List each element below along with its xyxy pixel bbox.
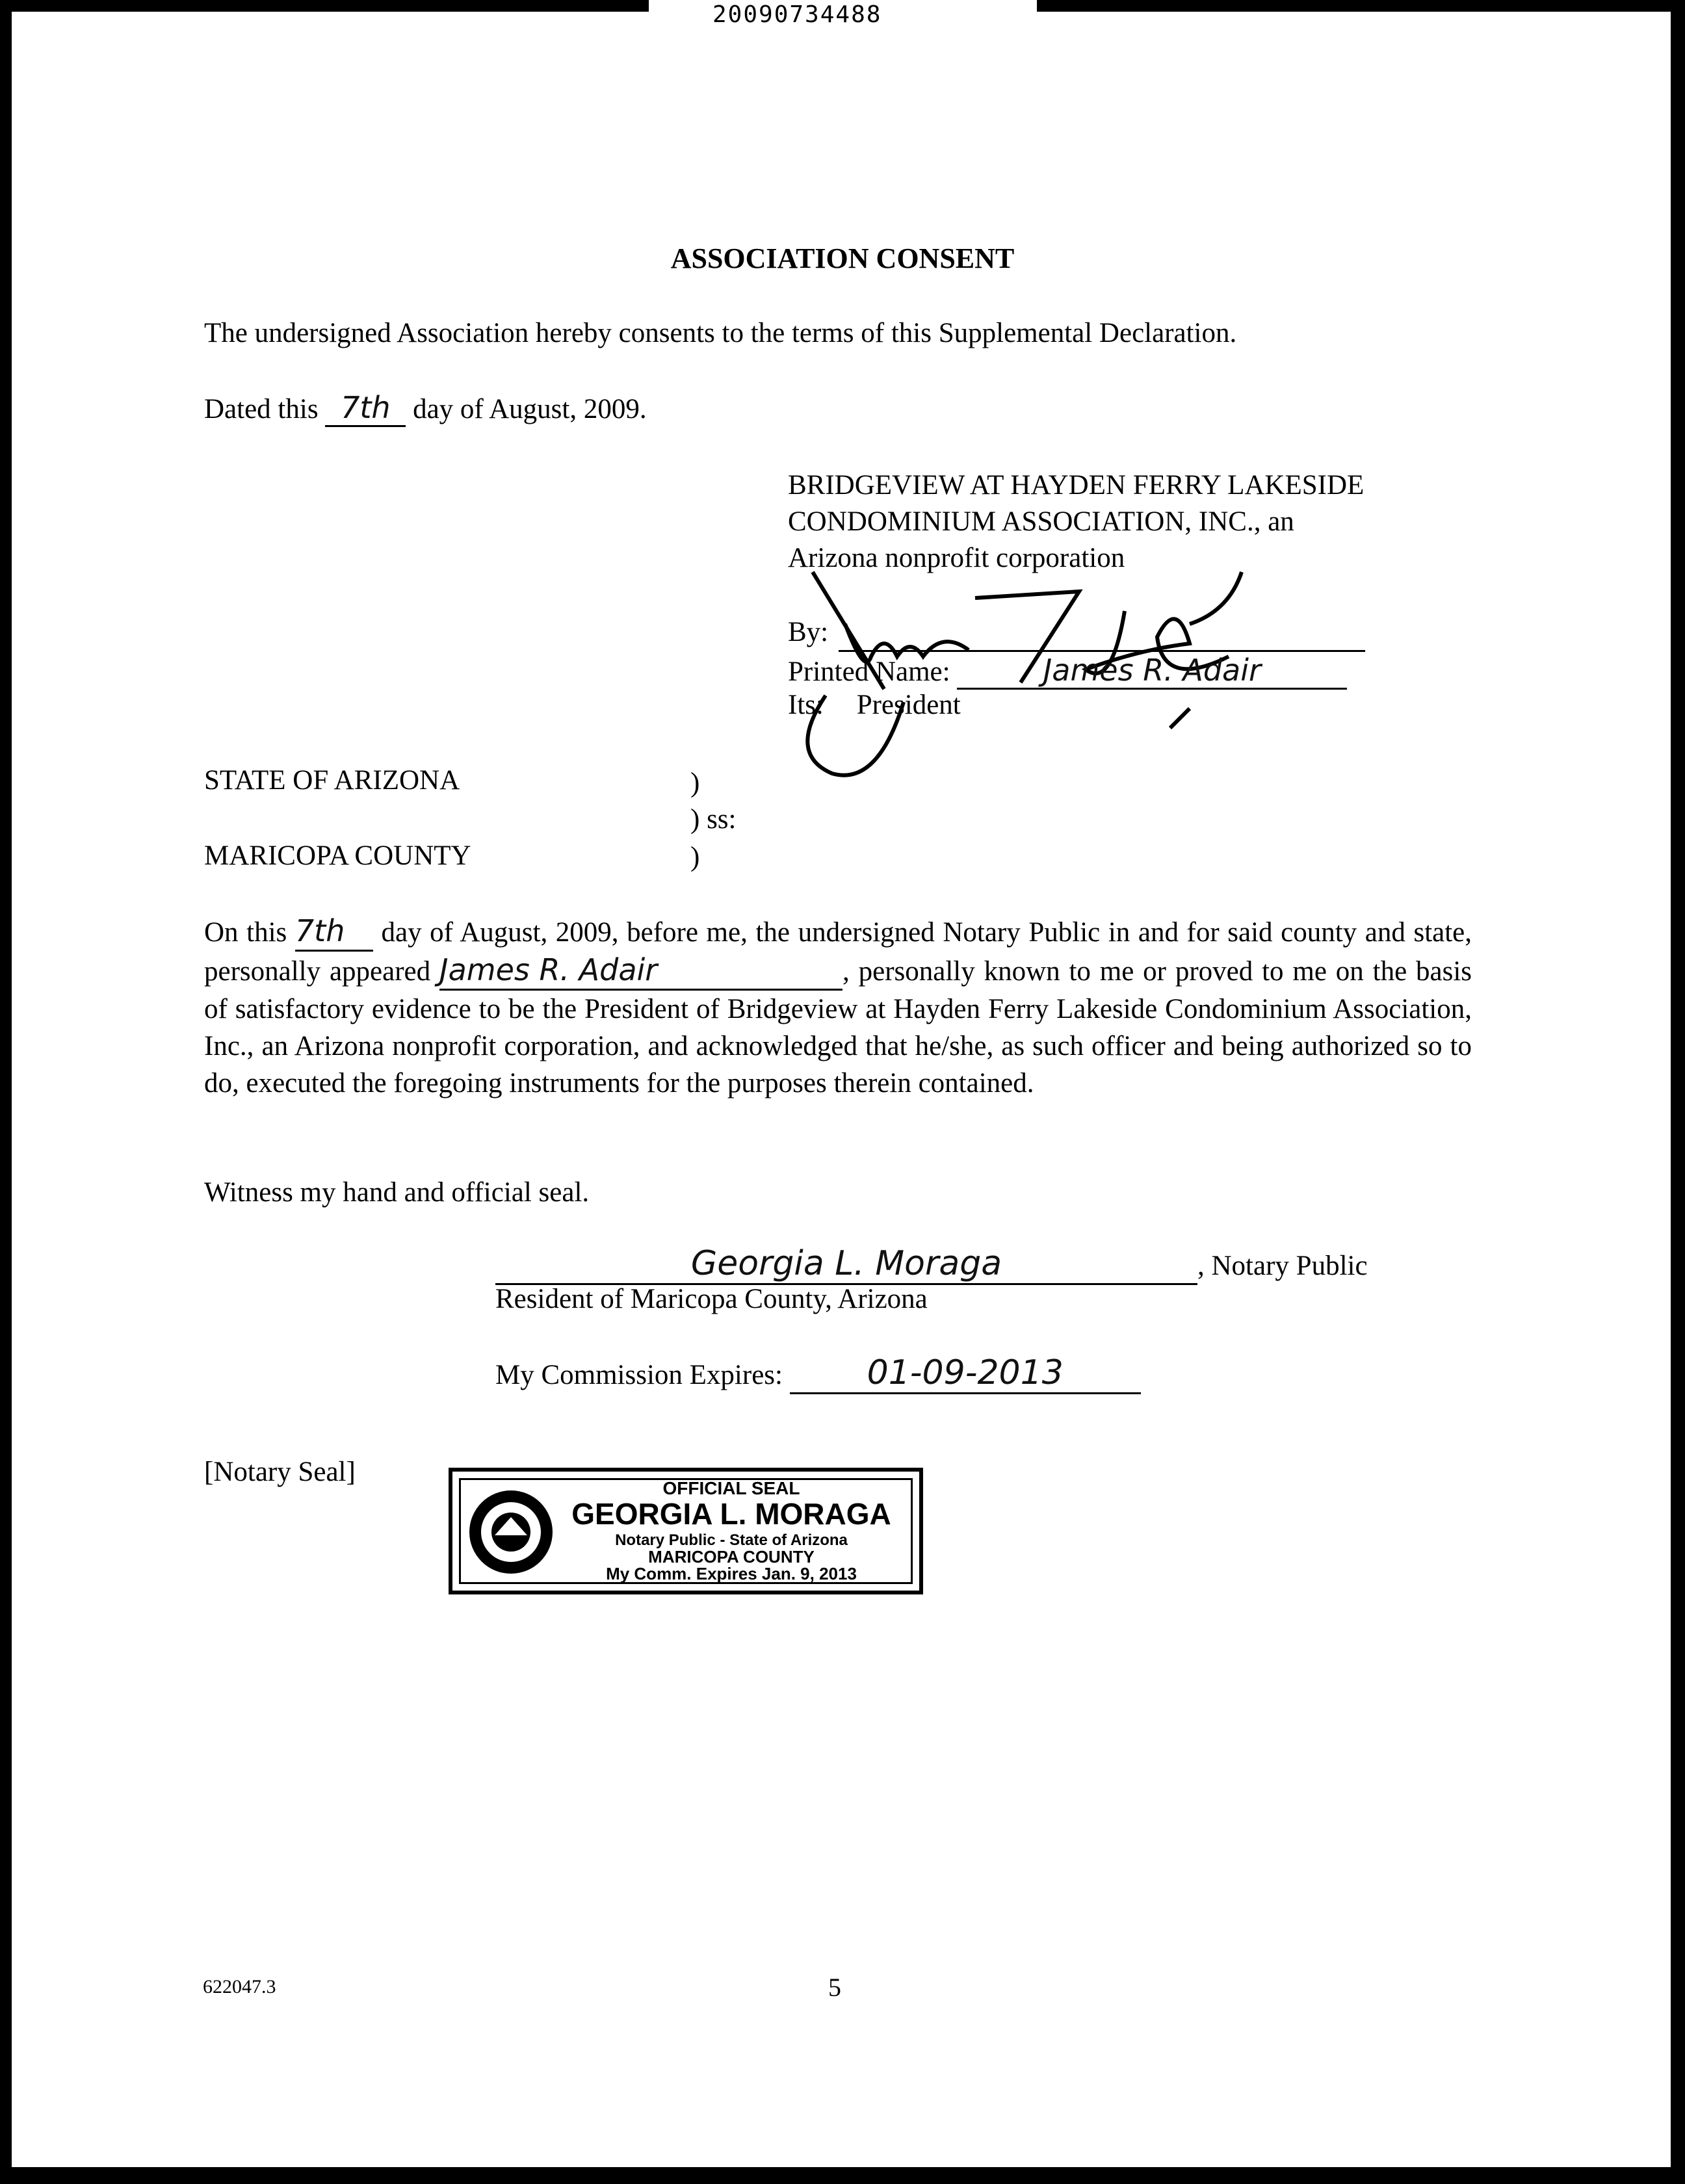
notary-signature: Georgia L. Moraga [495,1244,1197,1285]
seal-line-county: MARICOPA COUNTY [648,1547,815,1566]
notary-signature-row [495,1244,1368,1285]
commission-expiration: 01-09-2013 [790,1353,1141,1394]
seal-line-state: Notary Public - State of Arizona [615,1531,848,1549]
ack-day-handwritten: 7th [295,913,373,952]
arizona-state-seal-icon [465,1483,556,1581]
printed-name-row [788,653,1347,690]
dated-suffix: day of August, 2009. [413,394,647,424]
venue-paren-bottom: ) [690,842,700,872]
its-label: Its: [788,690,824,720]
dated-prefix: Dated this [204,394,319,424]
ack-part2: day of August, 2009, before me, the undersigned Notary Public in and for said county and state, personally appeared [204,917,1472,987]
footer-doc-ref: 622047.3 [203,1976,276,1997]
seal-line-official: OFFICIAL SEAL [662,1478,800,1498]
venue-paren-top: ) [690,768,700,798]
printed-name-value: James R. Adair [957,653,1347,690]
seal-line-name: GEORGIA L. MORAGA [571,1497,891,1531]
scan-border-bottom [0,2167,1685,2184]
document-title: ASSOCIATION CONSENT [670,242,1015,274]
association-name-line1: BRIDGEVIEW AT HAYDEN FERRY LAKESIDE [788,470,1365,500]
ack-appeared-name: James R. Adair [439,952,842,991]
ack-part1: On this [204,917,287,948]
scan-border-right [1671,0,1685,2184]
notary-residence: Resident of Maricopa County, Arizona [495,1284,928,1314]
printed-name-label: Printed Name: [788,656,950,687]
commission-label: My Commission Expires: [495,1360,783,1390]
witness-statement: Witness my hand and official seal. [204,1177,590,1208]
scan-border-left [0,0,12,2184]
scan-border-top-right [1037,0,1685,12]
recording-number: 20090734488 [712,1,882,28]
dated-day-handwritten: 7th [325,390,406,427]
venue-paren-ss: ) ss: [690,804,737,835]
footer-page-number: 5 [828,1973,841,2002]
association-name-line3: Arizona nonprofit corporation [788,543,1125,573]
venue-state: STATE OF ARIZONA [204,765,460,796]
venue-county: MARICOPA COUNTY [204,840,471,871]
commission-row [495,1353,1141,1394]
by-label: By: [788,617,829,647]
scan-border-top-left [0,0,649,12]
its-row [788,689,961,721]
seal-line-expires: My Comm. Expires Jan. 9, 2013 [606,1564,857,1583]
its-value: President [856,690,961,720]
notary-acknowledgment-paragraph [204,913,1472,1102]
association-name-line2: CONDOMINIUM ASSOCIATION, INC., an [788,506,1294,537]
official-notary-seal [449,1468,923,1594]
dated-line [204,390,647,427]
ack-part3: , personally known to me or proved to me on the basis of satisfactory evidence to be the President of Bridgeview at Hayden Ferry Lakeside Condominium Association, Inc., an Arizona nonprofit corporation, and acknowledged that he/she, as such officer and being authorized so to do, executed the foregoing instruments for the purposes therein contained. [204,956,1472,1098]
notary-seal-label: [Notary Seal] [204,1457,356,1487]
consent-statement: The undersigned Association hereby consents to the terms of this Supplemental Declaration. [204,318,1237,348]
notary-title: , Notary Public [1197,1251,1368,1281]
